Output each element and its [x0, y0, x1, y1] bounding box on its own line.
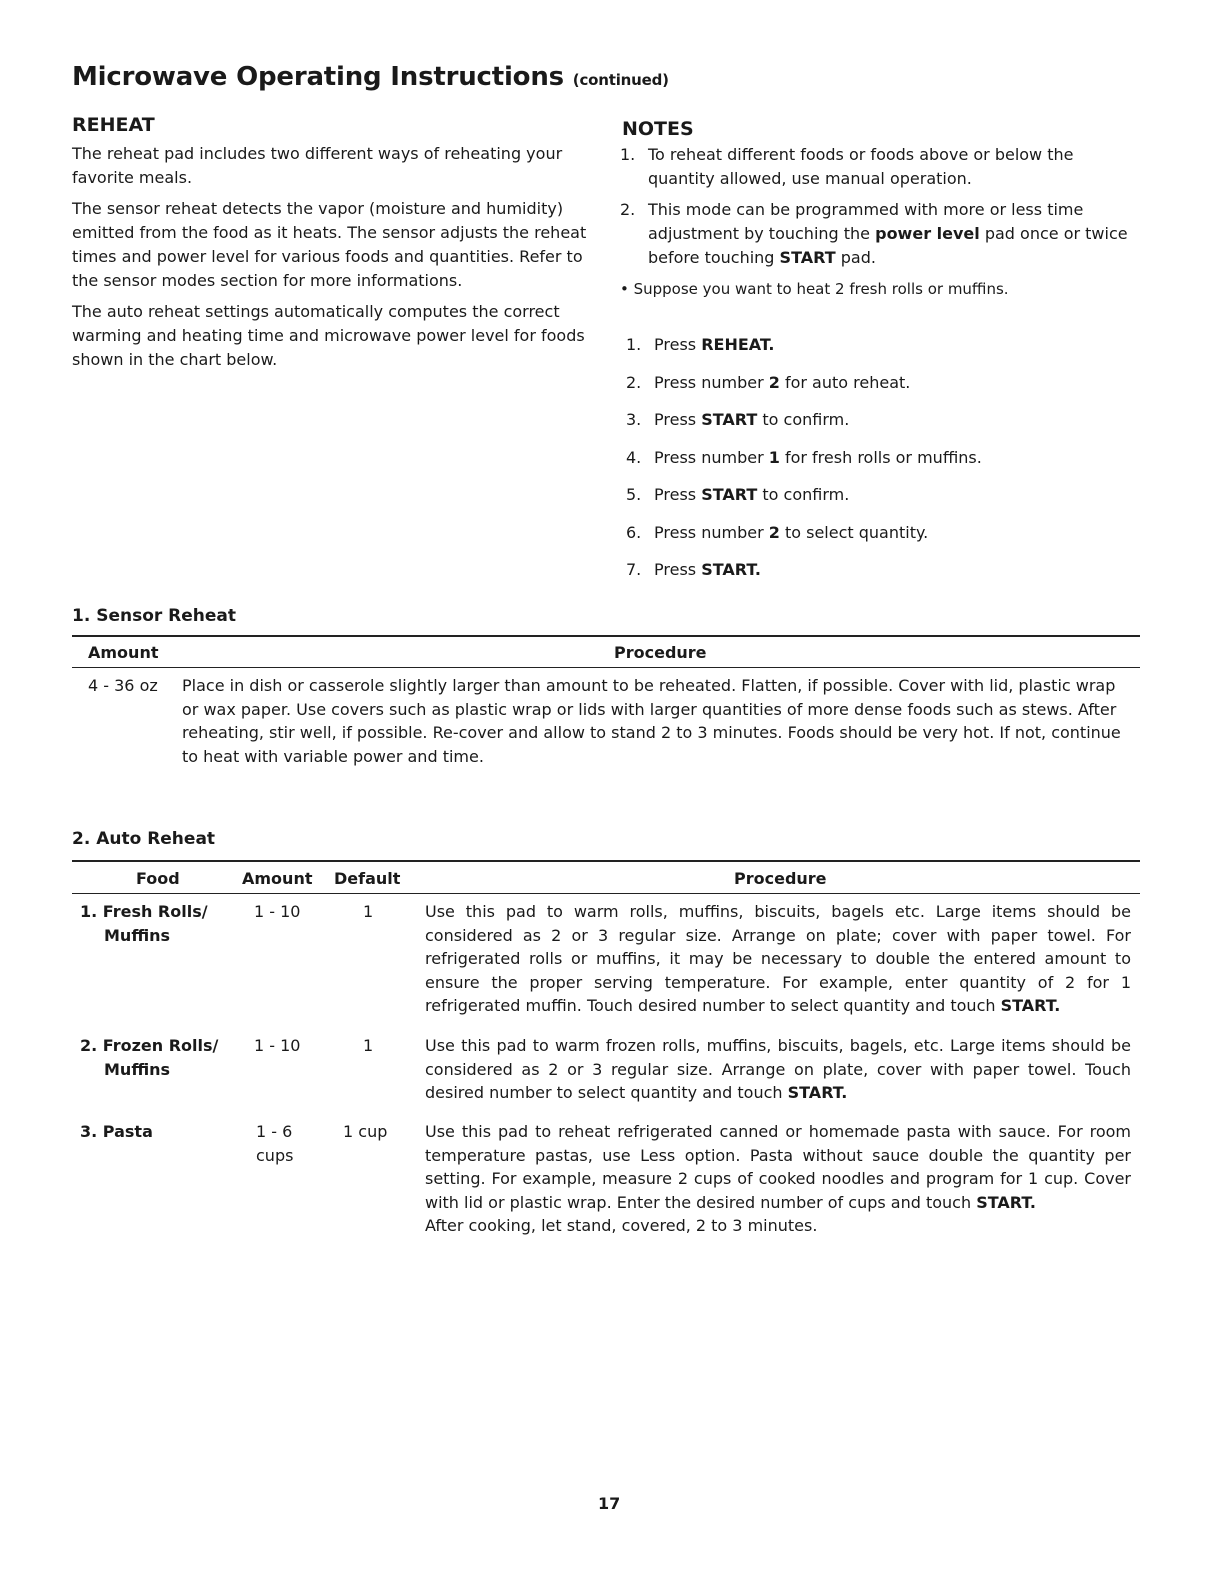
- table-row-default: 1: [363, 1036, 374, 1055]
- reheat-paragraph: The auto reheat settings automatically computes the correct warming and heating time and microwave power level for foods shown in the chart below.: [72, 302, 585, 369]
- note-item: 2. This mode can be programmed with more or less time adjustment by touching the power level pad once or twice before touching START pad.: [620, 200, 1128, 267]
- sensor-procedure: Place in dish or casserole slightly larger than amount to be reheated. Flatten, if possible. Cover with lid, plastic wrap or wax paper. Use covers such as plastic wrap or lids with larger quantities of more dense foods such as stews. After reheating, stir well, if possible. Re-cover and allow to stand 2 to 3 minutes. Foods should be very hot. If not, continue to heat with variable power and time.: [182, 676, 1121, 766]
- step-item: 1. Press REHEAT.: [626, 335, 775, 354]
- sensor-amount: 4 - 36 oz: [88, 676, 158, 695]
- auto-reheat-title: 2. Auto Reheat: [72, 829, 216, 849]
- table-rule: [72, 893, 1140, 894]
- page-title: [72, 62, 669, 92]
- page-number: 17: [598, 1494, 621, 1513]
- note-item: 1. To reheat different foods or foods above or below the quantity allowed, use manual operation.: [620, 145, 1074, 188]
- example-bullet: • Suppose you want to heat 2 fresh rolls or muffins.: [620, 280, 1009, 298]
- table-rule: [72, 860, 1140, 862]
- table-row-amount: 1 - 6 cups: [256, 1122, 294, 1165]
- step-item: 7. Press START.: [626, 560, 761, 579]
- table-row-default: 1 cup: [343, 1122, 388, 1141]
- auto-col-amount: Amount: [242, 869, 313, 888]
- table-rule: [72, 667, 1140, 668]
- table-row-procedure: Use this pad to warm frozen rolls, muffins, biscuits, bagels, etc. Large items should be considered as 2 or 3 regular size. Arrange on plate, cover with paper towel. Touch desired number to select quantity and touch START.: [425, 1036, 1131, 1102]
- table-row-amount: 1 - 10: [254, 902, 301, 921]
- step-item: 2. Press number 2 for auto reheat.: [626, 372, 911, 392]
- auto-col-food: Food: [136, 869, 180, 888]
- step-item: 4. Press number 1 for fresh rolls or muffins.: [626, 447, 982, 467]
- table-row-food: 3. Pasta: [80, 1122, 153, 1141]
- table-row-amount: 1 - 10: [254, 1036, 301, 1055]
- page-title-text: Microwave Operating Instructions: [72, 62, 564, 92]
- reheat-intro: [72, 142, 592, 379]
- sensor-reheat-title: 1. Sensor Reheat: [72, 606, 237, 626]
- table-rule: [72, 635, 1140, 637]
- step-item: 5. Press START to confirm.: [626, 485, 850, 504]
- reheat-heading: REHEAT: [72, 114, 155, 136]
- step-item: 3. Press START to confirm.: [626, 410, 850, 429]
- table-row-procedure: Use this pad to reheat refrigerated canned or homemade pasta with sauce. For room temperature pastas, use Less option. Pasta without sauce double the quantity per setting. For example, measure 2 cups of cooked noodles and program for 1 cup. Cover with lid or plastic wrap. Enter the desired number of cups and touch START. After cooking, let stand, covered, 2 to 3 minutes.: [425, 1122, 1131, 1235]
- notes-heading: NOTES: [622, 118, 694, 140]
- notes-list: [620, 143, 1130, 311]
- table-row-procedure: Use this pad to warm rolls, muffins, biscuits, bagels etc. Large items should be considered as 2 or 3 regular size. Arrange on plate; cover with paper towel. For refrigerated rolls or muffins, it may be necessary to double the entered amount to ensure the proper serving temperature. For example, enter quantity of 2 for 1 refrigerated muffin. Touch desired number to select quantity and touch START.: [425, 902, 1131, 1015]
- auto-col-procedure: Procedure: [734, 869, 827, 888]
- auto-col-default: Default: [334, 869, 401, 888]
- table-row-food: 1. Fresh Rolls/ Muffins: [80, 902, 208, 945]
- sensor-col-procedure: Procedure: [614, 643, 707, 662]
- reheat-paragraph: The sensor reheat detects the vapor (moisture and humidity) emitted from the food as it heats. The sensor adjusts the reheat times and power level for various foods and quantities. Refer to the sensor modes section for more informations.: [72, 199, 587, 290]
- step-item: 6. Press number 2 to select quantity.: [626, 522, 929, 542]
- reheat-paragraph: The reheat pad includes two different ways of reheating your favorite meals.: [72, 144, 563, 187]
- continued-label: (continued): [572, 71, 669, 89]
- example-steps: [626, 333, 982, 596]
- sensor-col-amount: Amount: [88, 643, 159, 662]
- table-row-food: 2. Frozen Rolls/ Muffins: [80, 1036, 219, 1079]
- table-row-default: 1: [363, 902, 374, 921]
